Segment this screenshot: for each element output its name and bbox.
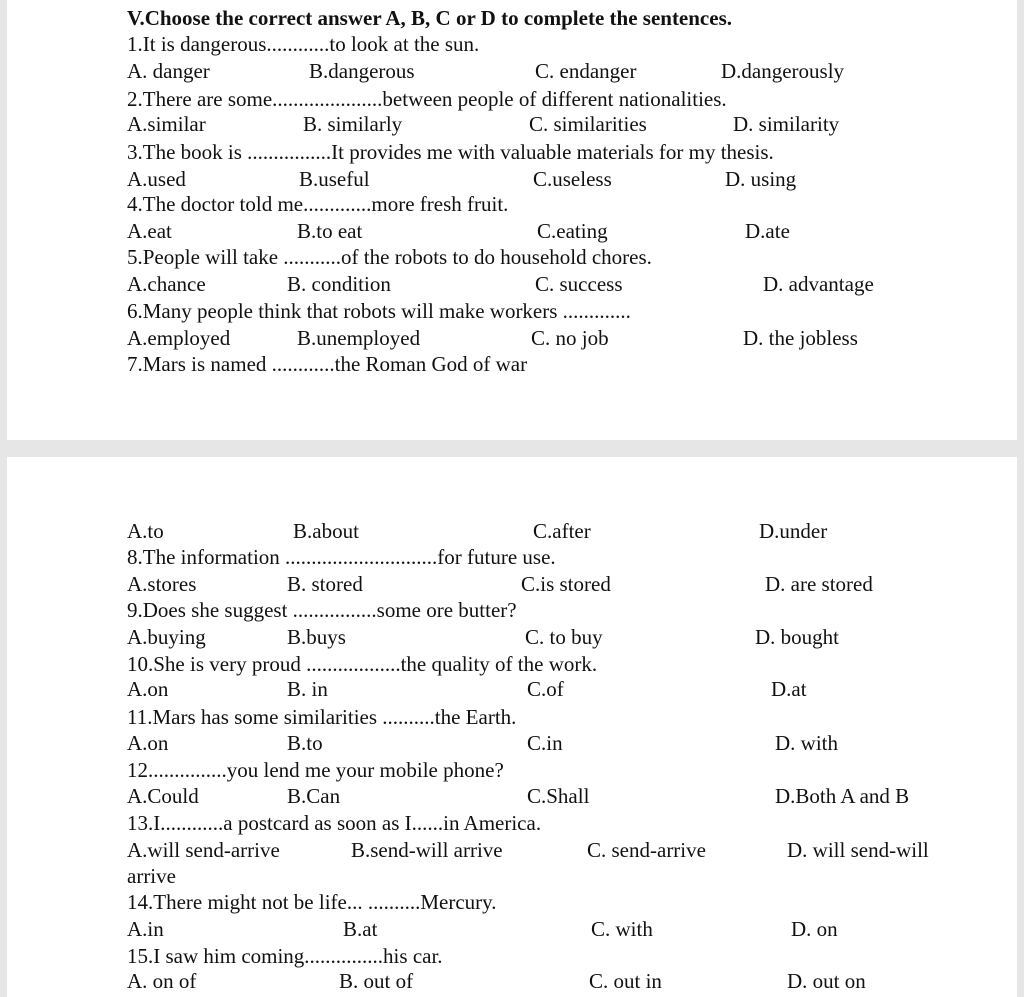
option-b: B.about (293, 519, 359, 543)
question-6: 6.Many people think that robots will make workers ............. (127, 299, 631, 323)
question-line (7, 810, 1017, 836)
answer-line (7, 58, 1017, 84)
exercise-heading-line (7, 5, 1017, 31)
question-line (7, 757, 1017, 783)
option-c: C. with (591, 917, 653, 941)
option-d: D.dangerously (721, 59, 845, 83)
option-d: D.at (771, 677, 807, 701)
answer-continuation-line (7, 863, 1017, 889)
question-line (7, 31, 1017, 57)
option-a: A.to (127, 519, 164, 543)
option-c: C. send-arrive (587, 838, 706, 862)
option-a: A.buying (127, 625, 206, 649)
option-d: D.ate (745, 219, 790, 243)
option-b: B.Can (287, 784, 341, 808)
worksheet-page-2 (7, 457, 1017, 997)
option-d: D. with (775, 731, 838, 755)
question-line (7, 943, 1017, 969)
answer-line (7, 916, 1017, 942)
option-b: B.dangerous (309, 59, 415, 83)
question-line (7, 889, 1017, 915)
option-a: A.stores (127, 572, 197, 596)
option-b: B. stored (287, 572, 363, 596)
option-b: B. in (287, 677, 328, 701)
option-c: C. to buy (525, 625, 603, 649)
option-a: A.will send-arrive (127, 838, 280, 862)
option-c: C.useless (533, 167, 612, 191)
question-line (7, 351, 1017, 377)
option-d: D.under (759, 519, 828, 543)
option-b: B.buys (287, 625, 346, 649)
answer-line (7, 783, 1017, 809)
question-1: 1.It is dangerous............to look at the sun. (127, 32, 480, 56)
option-c: C.is stored (521, 572, 611, 596)
question-10: 10.She is very proud ..................the quality of the work. (127, 652, 598, 676)
question-line (7, 298, 1017, 324)
option-a: A.employed (127, 326, 231, 350)
option-b: B.to (287, 731, 323, 755)
answer-line (7, 624, 1017, 650)
question-line (7, 86, 1017, 112)
option-c: C. endanger (535, 59, 637, 83)
answer-line (7, 166, 1017, 192)
option-d-continuation: arrive (127, 864, 176, 888)
option-b: B.unemployed (297, 326, 421, 350)
option-d: D. out on (787, 969, 866, 993)
question-line (7, 191, 1017, 217)
option-a: A.on (127, 677, 169, 701)
exercise-heading: V.Choose the correct answer A, B, C or D to complete the sentences. (127, 6, 733, 30)
question-15: 15.I saw him coming...............his car. (127, 944, 443, 968)
option-c: C. success (535, 272, 623, 296)
answer-line (7, 518, 1017, 544)
question-14: 14.There might not be life... ..........Mercury. (127, 890, 497, 914)
question-13: 13.I............a postcard as soon as I......in America. (127, 811, 542, 835)
question-3: 3.The book is ................It provides me with valuable materials for my thesis. (127, 140, 774, 164)
option-b: B. condition (287, 272, 391, 296)
option-d: D. using (725, 167, 797, 191)
answer-line (7, 676, 1017, 702)
answer-line (7, 571, 1017, 597)
option-d: D. will send-will (787, 838, 929, 862)
answer-line (7, 111, 1017, 137)
option-c: C.in (527, 731, 563, 755)
option-b: B. similarly (303, 112, 403, 136)
option-c: C.Shall (527, 784, 590, 808)
question-12: 12...............you lend me your mobile phone? (127, 758, 504, 782)
option-d: D. similarity (733, 112, 840, 136)
option-a: A. danger (127, 59, 210, 83)
question-11: 11.Mars has some similarities ..........the Earth. (127, 705, 517, 729)
option-d: D. are stored (765, 572, 873, 596)
question-line (7, 139, 1017, 165)
option-d: D. advantage (763, 272, 874, 296)
answer-line (7, 271, 1017, 297)
worksheet-page-1 (7, 0, 1017, 440)
answer-line (7, 325, 1017, 351)
option-c: C.of (527, 677, 564, 701)
option-a: A.on (127, 731, 169, 755)
option-b: B. out of (339, 969, 414, 993)
option-c: C.after (533, 519, 591, 543)
option-b: B.useful (299, 167, 370, 191)
option-d: D. bought (755, 625, 839, 649)
option-d: D. on (791, 917, 838, 941)
question-line (7, 651, 1017, 677)
option-c: C. similarities (529, 112, 647, 136)
question-line (7, 597, 1017, 623)
question-line (7, 544, 1017, 570)
option-d: D. the jobless (743, 326, 858, 350)
option-b: B.send-will arrive (351, 838, 503, 862)
question-7: 7.Mars is named ............the Roman God of war (127, 352, 528, 376)
answer-line (7, 837, 1017, 863)
question-line (7, 244, 1017, 270)
option-c: C.eating (537, 219, 608, 243)
option-a: A.used (127, 167, 186, 191)
question-line (7, 704, 1017, 730)
option-a: A.in (127, 917, 164, 941)
option-a: A. on of (127, 969, 197, 993)
option-b: B.at (343, 917, 378, 941)
question-5: 5.People will take ...........of the robots to do household chores. (127, 245, 652, 269)
answer-line (7, 218, 1017, 244)
answer-line (7, 968, 1017, 994)
option-a: A.similar (127, 112, 206, 136)
question-4: 4.The doctor told me.............more fresh fruit. (127, 192, 509, 216)
option-a: A.eat (127, 219, 172, 243)
option-c: C. out in (589, 969, 662, 993)
option-b: B.to eat (297, 219, 363, 243)
answer-line (7, 730, 1017, 756)
question-8: 8.The information .............................for future use. (127, 545, 556, 569)
option-a: A.Could (127, 784, 199, 808)
option-d: D.Both A and B (775, 784, 910, 808)
question-9: 9.Does she suggest ................some ore butter? (127, 598, 517, 622)
question-2: 2.There are some.....................between people of different nationalities. (127, 87, 727, 111)
option-c: C. no job (531, 326, 609, 350)
option-a: A.chance (127, 272, 206, 296)
